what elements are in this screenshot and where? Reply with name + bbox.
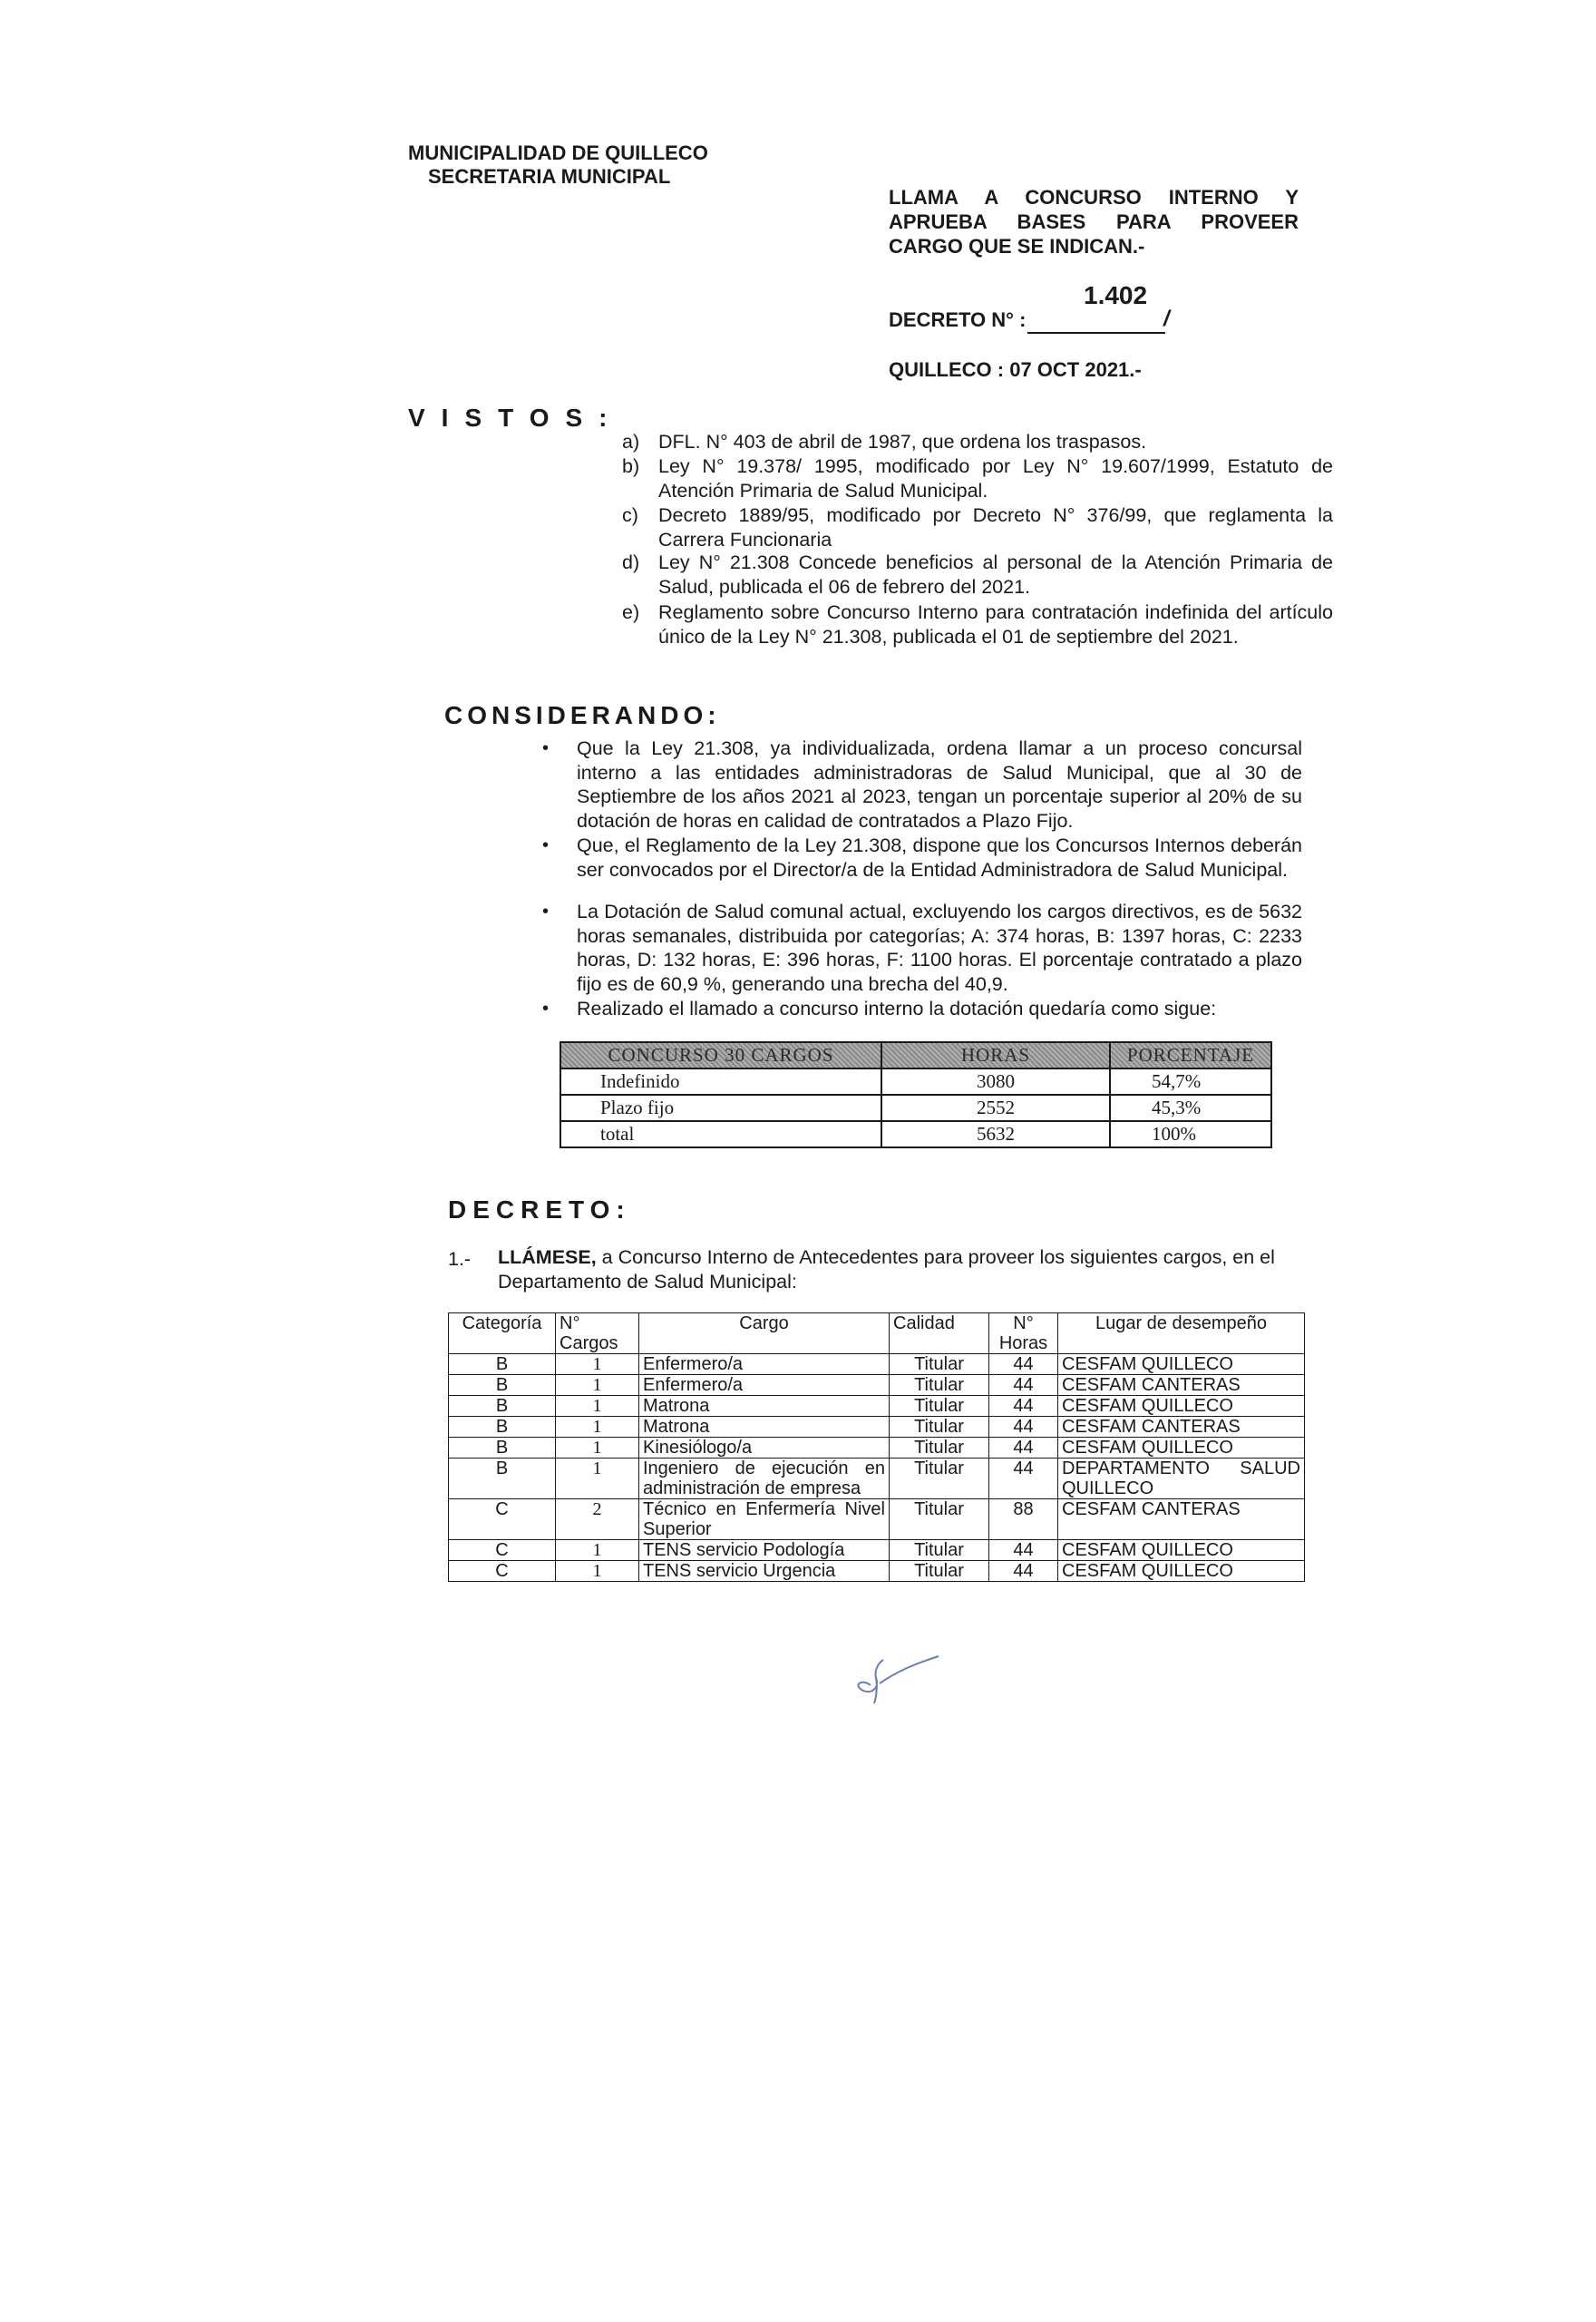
table-header: N° Horas	[989, 1313, 1058, 1354]
table-row	[560, 1095, 1271, 1121]
table-cell: CESFAM QUILLECO	[1058, 1354, 1305, 1375]
subject-line: APRUEBA BASES PARA PROVEER	[889, 210, 1299, 233]
table-cell: 44	[989, 1354, 1058, 1375]
table-cell: CESFAM QUILLECO	[1058, 1561, 1305, 1582]
table-header: CONCURSO 30 CARGOS	[560, 1042, 881, 1068]
table-row	[449, 1459, 1305, 1499]
vistos-item	[622, 430, 1333, 454]
table-cell: CESFAM CANTERAS	[1058, 1499, 1305, 1540]
item-label: e)	[622, 601, 640, 623]
table-cell: C	[449, 1499, 556, 1540]
table-cell: Titular	[890, 1540, 989, 1561]
table-cell: 1	[556, 1417, 639, 1438]
table-header: Calidad	[890, 1313, 989, 1354]
table-row	[449, 1375, 1305, 1396]
table-cell: Titular	[890, 1417, 989, 1438]
considerando-item	[542, 737, 1302, 833]
vistos-item	[622, 454, 1333, 502]
table-header-row	[449, 1313, 1305, 1354]
item-text: Que la Ley 21.308, ya individualizada, ordena llamar a un proceso concursal interno a las entidades administradoras de Salud Municipal, que al 30 de Septiembre de los años 2021 al 2023, tengan un porcentaje superior al 20% de su dotación de horas en calidad de contratados a Plazo Fijo.	[577, 737, 1302, 832]
considerando-title: CONSIDERANDO:	[444, 701, 721, 729]
bullet-icon: •	[542, 999, 550, 1019]
table-cell: Plazo fijo	[560, 1095, 881, 1121]
table-row	[449, 1396, 1305, 1417]
table-row	[449, 1438, 1305, 1459]
table-cell: Titular	[890, 1354, 989, 1375]
table-cell: 1	[556, 1561, 639, 1582]
decree-number-line	[1027, 332, 1165, 334]
table-cell: 3080	[881, 1068, 1110, 1095]
item-label: a)	[622, 431, 640, 453]
table-header-row	[560, 1042, 1271, 1068]
positions-table	[448, 1312, 1305, 1582]
vistos-item	[622, 503, 1333, 551]
table-cell: 1	[556, 1396, 639, 1417]
table-cell: Ingeniero de ejecución en administración de empresa	[639, 1459, 890, 1499]
table-header: HORAS	[881, 1042, 1110, 1068]
table-cell: 1	[556, 1459, 639, 1499]
table-row	[560, 1068, 1271, 1095]
item-text: Reglamento sobre Concurso Interno para contratación indefinida del artículo único de la Ley N° 21.308, publicada el 01 de septiembre del 2021.	[658, 601, 1333, 648]
bullet-icon: •	[542, 902, 550, 922]
summary-table	[560, 1041, 1272, 1148]
vistos-title: VISTOS:	[408, 404, 624, 432]
subject-line: CARGO QUE SE INDICAN.-	[889, 235, 1145, 258]
table-cell: 1	[556, 1354, 639, 1375]
decree-label: DECRETO N° :	[889, 308, 1027, 331]
table-cell: Enfermero/a	[639, 1354, 890, 1375]
table-cell: 54,7%	[1110, 1068, 1271, 1095]
table-cell: 44	[989, 1561, 1058, 1582]
table-cell: 44	[989, 1540, 1058, 1561]
positions-body	[449, 1354, 1305, 1582]
table-cell: Enfermero/a	[639, 1375, 890, 1396]
table-cell: Matrona	[639, 1417, 890, 1438]
table-cell: DEPARTAMENTO SALUD QUILLECO	[1058, 1459, 1305, 1499]
table-cell: C	[449, 1561, 556, 1582]
point-keyword: LLÁMESE,	[498, 1246, 597, 1268]
table-cell: 44	[989, 1375, 1058, 1396]
decree-slash: /	[1163, 307, 1170, 331]
table-header: Categoría	[449, 1313, 556, 1354]
table-cell: Titular	[890, 1375, 989, 1396]
table-cell: 44	[989, 1417, 1058, 1438]
table-header: Lugar de desempeño	[1058, 1313, 1305, 1354]
table-cell: Técnico en Enfermería Nivel Superior	[639, 1499, 890, 1540]
item-label: c)	[622, 504, 638, 526]
table-cell: 1	[556, 1375, 639, 1396]
vistos-item	[622, 600, 1333, 649]
decreto-title: DECRETO:	[448, 1195, 631, 1224]
table-cell: Titular	[890, 1396, 989, 1417]
table-cell: Titular	[890, 1438, 989, 1459]
table-cell: 1	[556, 1540, 639, 1561]
table-cell: B	[449, 1375, 556, 1396]
item-text: Que, el Reglamento de la Ley 21.308, dispone que los Concursos Internos deberán ser convocados por el Director/a de la Entidad Administradora de Salud Municipal.	[577, 834, 1302, 881]
table-cell: B	[449, 1396, 556, 1417]
table-cell: CESFAM QUILLECO	[1058, 1396, 1305, 1417]
decree-subject	[889, 185, 1299, 259]
bullet-icon: •	[542, 738, 550, 758]
signature-icon	[843, 1651, 943, 1705]
table-row	[449, 1499, 1305, 1540]
table-cell: CESFAM CANTERAS	[1058, 1375, 1305, 1396]
table-cell: 1	[556, 1438, 639, 1459]
table-cell: TENS servicio Podología	[639, 1540, 890, 1561]
table-cell: CESFAM QUILLECO	[1058, 1438, 1305, 1459]
subject-line: LLAMA A CONCURSO INTERNO Y	[889, 186, 1299, 209]
table-header: PORCENTAJE	[1110, 1042, 1271, 1068]
table-row	[449, 1354, 1305, 1375]
table-cell: B	[449, 1354, 556, 1375]
table-row	[449, 1561, 1305, 1582]
table-cell: Titular	[890, 1499, 989, 1540]
point-number: 1.-	[448, 1248, 472, 1270]
table-cell: 44	[989, 1396, 1058, 1417]
item-text: Realizado el llamado a concurso interno la dotación quedaría como sigue:	[577, 998, 1217, 1020]
table-cell: 100%	[1110, 1121, 1271, 1147]
table-cell: 5632	[881, 1121, 1110, 1147]
table-cell: B	[449, 1459, 556, 1499]
point-text: a Concurso Interno de Antecedentes para proveer los siguientes cargos, en el Departamento de Salud Municipal:	[498, 1246, 1275, 1293]
table-cell: CESFAM CANTERAS	[1058, 1417, 1305, 1438]
considerando-item	[542, 834, 1302, 882]
org-name: MUNICIPALIDAD DE QUILLECO	[408, 141, 708, 164]
table-row	[560, 1121, 1271, 1147]
decree-number: 1.402	[1084, 281, 1148, 309]
place-date: QUILLECO : 07 OCT 2021.-	[889, 358, 1142, 381]
item-text: DFL. N° 403 de abril de 1987, que ordena los traspasos.	[658, 431, 1147, 453]
table-cell: 45,3%	[1110, 1095, 1271, 1121]
org-department: SECRETARIA MUNICIPAL	[428, 165, 671, 188]
bullet-icon: •	[542, 835, 550, 855]
table-cell: Kinesiólogo/a	[639, 1438, 890, 1459]
table-cell: Matrona	[639, 1396, 890, 1417]
table-cell: 88	[989, 1499, 1058, 1540]
item-label: d)	[622, 551, 640, 573]
item-text: Ley N° 19.378/ 1995, modificado por Ley N° 19.607/1999, Estatuto de Atención Primaria de Salud Municipal.	[658, 455, 1333, 502]
table-cell: B	[449, 1438, 556, 1459]
table-cell: TENS servicio Urgencia	[639, 1561, 890, 1582]
table-row	[449, 1417, 1305, 1438]
table-row	[449, 1540, 1305, 1561]
table-cell: Titular	[890, 1459, 989, 1499]
item-label: b)	[622, 455, 640, 477]
table-cell: 44	[989, 1438, 1058, 1459]
considerando-item	[542, 900, 1302, 996]
table-cell: CESFAM QUILLECO	[1058, 1540, 1305, 1561]
table-cell: 2	[556, 1499, 639, 1540]
table-cell: B	[449, 1417, 556, 1438]
table-cell: 44	[989, 1459, 1058, 1499]
decreto-point-1	[448, 1245, 1305, 1293]
table-header: Cargo	[639, 1313, 890, 1354]
vistos-item	[622, 551, 1333, 599]
considerando-item	[542, 997, 1302, 1021]
table-header: N° Cargos	[556, 1313, 639, 1354]
table-cell: 2552	[881, 1095, 1110, 1121]
item-text: Ley N° 21.308 Concede beneficios al personal de la Atención Primaria de Salud, publicada el 06 de febrero del 2021.	[658, 551, 1333, 598]
table-cell: C	[449, 1540, 556, 1561]
table-cell: Titular	[890, 1561, 989, 1582]
item-text: Decreto 1889/95, modificado por Decreto N° 376/99, que reglamenta la Carrera Funcionaria	[658, 504, 1333, 551]
table-cell: total	[560, 1121, 881, 1147]
item-text: La Dotación de Salud comunal actual, excluyendo los cargos directivos, es de 5632 horas semanales, distribuida por categorías; A: 374 horas, B: 1397 horas, C: 2233 horas, D: 132 horas, E: 396 horas, F: 1100 horas. El porcentaje contratado a plazo fijo es de 60,9 %, generando una brecha del 40,9.	[577, 901, 1302, 995]
table-cell: Indefinido	[560, 1068, 881, 1095]
